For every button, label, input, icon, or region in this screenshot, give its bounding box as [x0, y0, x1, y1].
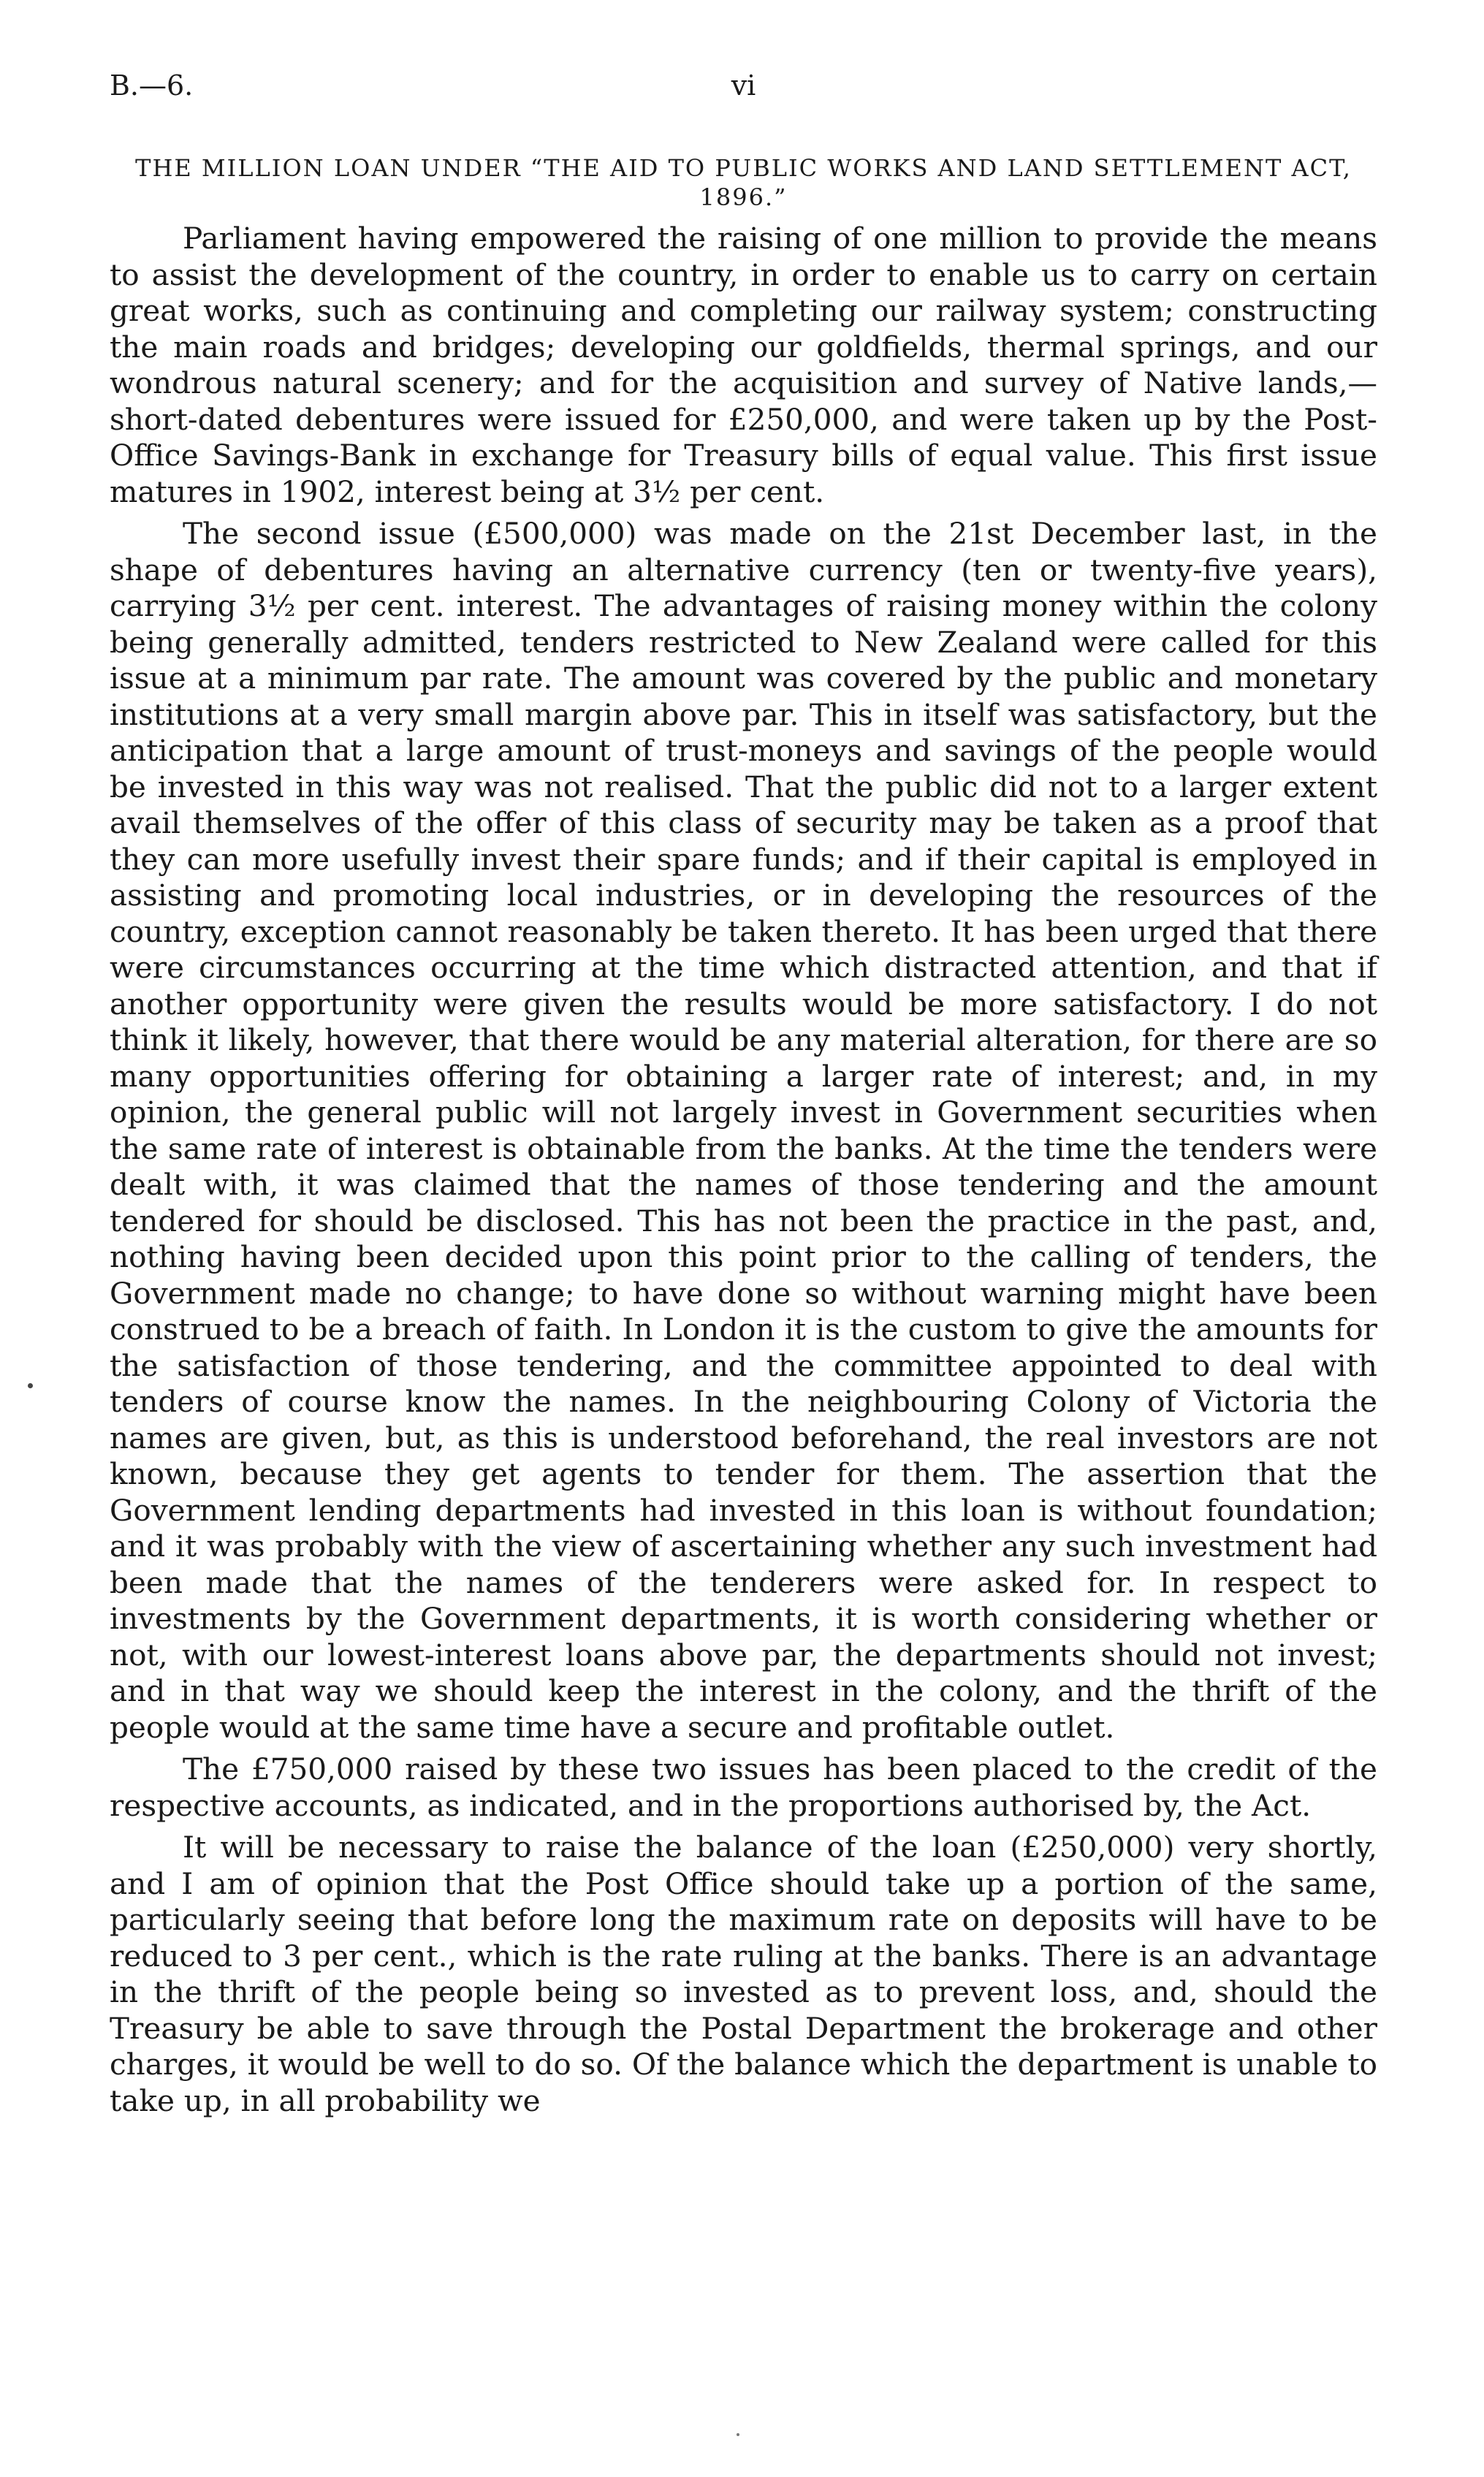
page-number: vi — [731, 69, 756, 102]
document-page — [110, 69, 1377, 2125]
section-heading: THE MILLION LOAN UNDER “THE AID TO PUBLIC WORKS AND LAND SETTLEMENT ACT, 1896.” — [135, 154, 1352, 211]
paragraph-amount-raised: The £750,000 raised by these two issues has been placed to the credit of the respective accounts, as indicated, and in the proportions authorised by, the Act. — [110, 1751, 1377, 1823]
document-reference: B.—6. — [110, 69, 194, 102]
footer-mark — [737, 2433, 739, 2436]
running-header — [110, 69, 1377, 113]
margin-mark — [28, 1383, 33, 1388]
paragraph-first-issue: Parliament having empowered the raising of one million to provide the means to assist the development of the country, in order to enable us to carry on certain great works, such as continuing and completing our railway system; constructing the main roads and bridges; developing our goldfields, thermal springs, and our wondrous natural scenery; and for the acquisition and survey of Native lands,—short-dated debentures were issued for £250,000, and were taken up by the Post-Office Savings-Bank in exchange for Treasury bills of equal value. This first issue matures in 1902, interest being at 3½ per cent. — [110, 221, 1377, 509]
paragraph-second-issue: The second issue (£500,000) was made on the 21st December last, in the shape of debentures having an alternative currency (ten or twenty-five years), carrying 3½ per cent. interest. The advantages of raising money within the colony being generally admitted, tenders restricted to New Zealand were called for this issue at a minimum par rate. The amount was covered by the public and monetary institutions at a very small margin above par. This in itself was satisfactory, but the anticipation that a large amount of trust-moneys and savings of the people would be invested in this way was not realised. That the public did not to a larger extent avail themselves of the offer of this class of security may be taken as a proof that they can more usefully invest their spare funds; and if their capital is employed in assisting and promoting local industries, or in developing the resources of the country, exception cannot reasonably be taken thereto. It has been urged that there were circumstances occurring at the time which distracted attention, and that if another opportunity were given the results would be more satisfactory. I do not think it likely, however, that there would be any material alteration, for there are so many opportunities offering for obtaining a larger rate of interest; and, in my opinion, the general public will not largely invest in Government securities when the same rate of interest is obtainable from the banks. At the time the tenders were dealt with, it was claimed that the names of those tendering and the amount tendered for should be disclosed. This has not been the practice in the past, and, nothing having been decided upon this point prior to the calling of tenders, the Government made no change; to have done so without warning might have been construed to be a breach of faith. In London it is the custom to give the amounts for the satisfaction of those tendering, and the committee appointed to deal with tenders of course know the names. In the neighbouring Colony of Victoria the names are given, but, as this is understood beforehand, the real investors are not known, because they get agents to tender for them. The assertion that the Government lending departments had invested in this loan is without foundation; and it was probably with the view of ascertaining whether any such investment had been made that the names of the tenderers were asked for. In respect to investments by the Government departments, it is worth considering whether or not, with our lowest-interest loans above par, the departments should not invest; and in that way we should keep the interest in the colony, and the thrift of the people would at the same time have a secure and profitable outlet. — [110, 516, 1377, 1745]
paragraph-loan-balance: It will be necessary to raise the balance of the loan (£250,000) very shortly, and I am of opinion that the Post Office should take up a portion of the same, particularly seeing that before long the maximum rate on deposits will have to be reduced to 3 per cent., which is the rate ruling at the banks. There is an advantage in the thrift of the people being so invested as to prevent loss, and, should the Treasury be able to save through the Postal Department the brokerage and other charges, it would be well to do so. Of the balance which the department is unable to take up, in all probability we — [110, 1830, 1377, 2118]
